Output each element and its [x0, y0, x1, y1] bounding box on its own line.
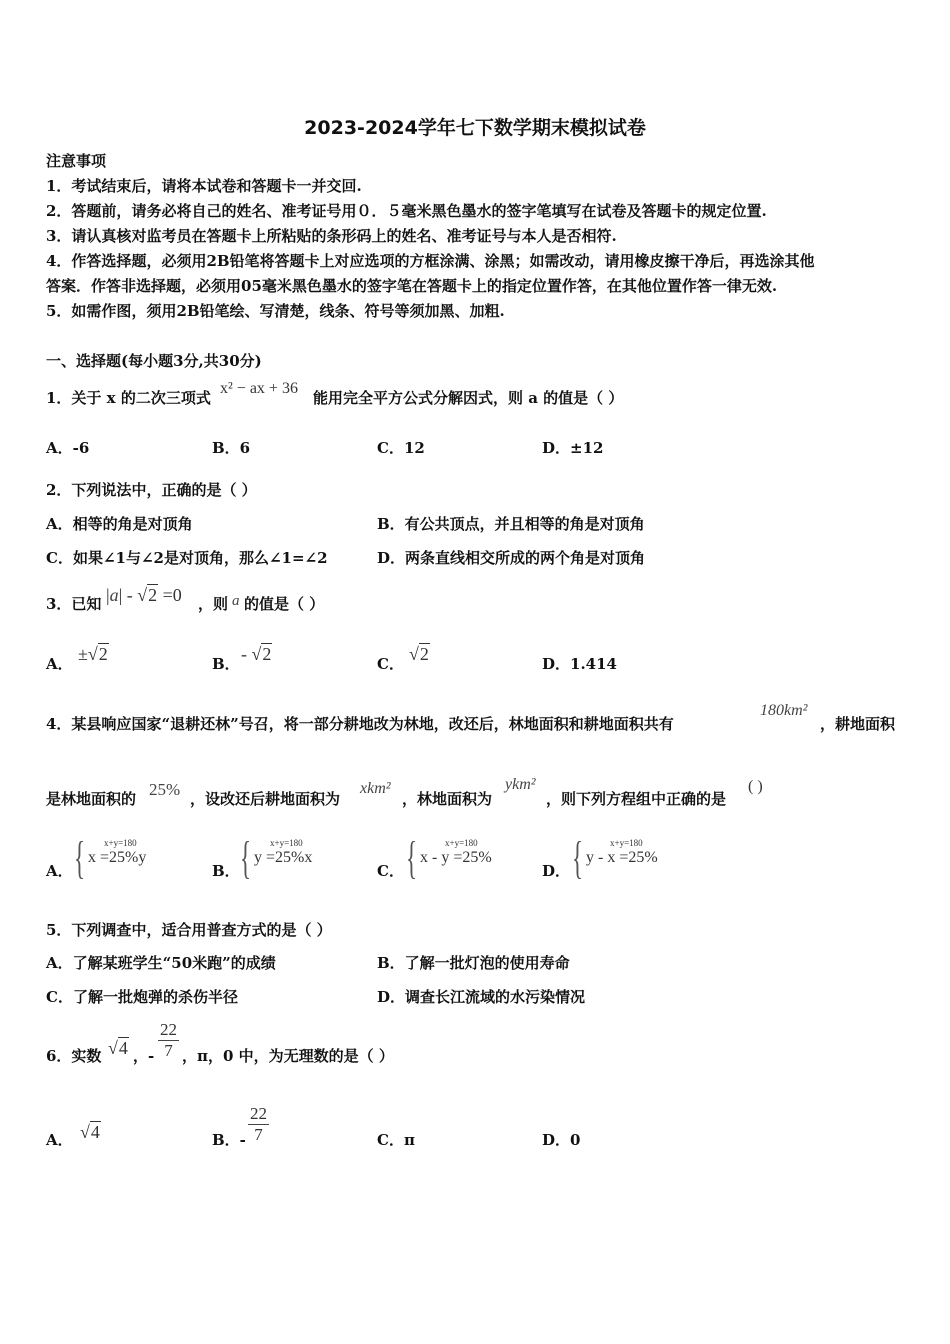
q3-sqrt: √2: [137, 585, 158, 605]
q3-stem-mid: ，则: [198, 595, 229, 613]
q4-line2-pre: 是林地面积的: [46, 790, 137, 808]
q3-stem-pre: 3．已知: [46, 595, 102, 613]
brace-icon: {: [406, 832, 418, 883]
q5-option-c: C．了解一批炮弹的杀伤半径: [46, 988, 238, 1006]
q2-stem: 2．下列说法中，正确的是（ ）: [46, 481, 257, 499]
q6-sqrt4: √4: [108, 1038, 128, 1058]
q2-option-c: C．如果∠1与∠2是对顶角，那么∠1=∠2: [46, 549, 328, 567]
notice-item: 答案．作答非选择题，必须用05毫米黑色墨水的签字笔在答题卡上的指定位置作答，在其他位置作答一律无效.: [46, 277, 778, 295]
q4-option-a-eq2: x =25%y: [88, 849, 147, 866]
q4-percent: 25%: [149, 780, 181, 799]
q4-answer-paren: ( ): [748, 778, 763, 795]
q6-option-c: C．π: [377, 1131, 415, 1149]
q4-line2-mid1: ，设改还后耕地面积为: [190, 790, 341, 808]
q1-stem-post: 能用完全平方公式分解因式，则 a 的值是（ ）: [313, 389, 624, 407]
section-heading: 一、选择题(每小题3分,共30分): [46, 352, 262, 370]
q5-option-b: B．了解一批灯泡的使用寿命: [377, 954, 570, 972]
notice-item: 1．考试结束后，请将本试卷和答题卡一并交回.: [46, 177, 362, 195]
q3-eq: =0: [162, 585, 182, 605]
q4-option-b: B．: [212, 862, 240, 880]
q3-minus: -: [126, 585, 133, 605]
q1-option-c: C．12: [377, 439, 425, 457]
q1-option-a: A．-6: [46, 439, 90, 457]
q4-y-area: ykm²: [505, 776, 536, 793]
q3-option-a-value: ±√2: [78, 644, 108, 664]
q1-stem-pre: 1．关于 x 的二次三项式: [46, 389, 211, 407]
notice-heading: 注意事项: [46, 152, 107, 170]
notice-item: 4．作答选择题，必须用2B铅笔将答题卡上对应选项的方框涂满、涂黑；如需改动，请用橡皮擦干净后，再选涂其他: [46, 252, 815, 270]
q6-option-a-value: √4: [80, 1122, 100, 1142]
q2-option-a: A．相等的角是对顶角: [46, 515, 193, 533]
q4-option-c-eq2: x - y =25%: [420, 849, 492, 866]
q3-abs-var: a: [109, 585, 119, 605]
q6-stem-pre: 6．实数: [46, 1047, 102, 1065]
q4-line1: 4．某县响应国家“退耕还林”号召，将一部分耕地改为林地，改还后，林地面积和耕地面积共有: [46, 715, 674, 733]
q3-option-a: A．: [46, 655, 73, 673]
q4-option-b-eq1: x+y=180: [270, 838, 303, 848]
q4-line2-post: ，则下列方程组中正确的是: [546, 790, 727, 808]
q4-option-a: A．: [46, 862, 73, 880]
q4-option-d: D．: [542, 862, 571, 880]
q5-option-a: A．了解某班学生“50米跑”的成绩: [46, 954, 276, 972]
q1-option-d: D．±12: [542, 439, 604, 457]
q3-var: a: [232, 593, 240, 609]
q2-option-b: B．有公共顶点，并且相等的角是对顶角: [377, 515, 645, 533]
q3-option-c: C．: [377, 655, 404, 673]
q4-option-c-eq1: x+y=180: [445, 838, 478, 848]
q3-stem-post: 的值是（ ）: [244, 595, 325, 613]
q4-line1-end: ，耕地面积: [820, 715, 896, 733]
q1-formula: x² − ax + 36: [220, 380, 298, 397]
brace-icon: {: [240, 832, 252, 883]
q3-option-d: D．1.414: [542, 655, 617, 673]
q6-option-b-fraction: $\frac{22}{7}$: [250, 1104, 267, 1144]
q4-option-a-eq1: x+y=180: [104, 838, 137, 848]
notice-item: 3．请认真核对监考员在答题卡上所粘贴的条形码上的姓名、准考证号与本人是否相符.: [46, 227, 617, 245]
q3-equation: |a| - √2 =0: [106, 585, 182, 605]
q6-option-a: A．: [46, 1131, 73, 1149]
q4-option-d-eq1: x+y=180: [610, 838, 643, 848]
q6-comma: ，-: [133, 1047, 155, 1065]
brace-icon: {: [572, 832, 584, 883]
q4-option-b-eq2: y =25%x: [254, 849, 313, 866]
q4-total-area: 180km²: [760, 702, 808, 719]
q4-option-d-eq2: y - x =25%: [586, 849, 658, 866]
q1-option-b: B．6: [212, 439, 251, 457]
q6-fraction: $\frac{22}{7}$: [160, 1020, 177, 1060]
q4-option-c: C．: [377, 862, 404, 880]
q3-option-b: B．: [212, 655, 240, 673]
page-title: 2023-2024学年七下数学期末模拟试卷: [304, 117, 646, 139]
q6-stem-post: ，π，0 中，为无理数的是（ ）: [182, 1047, 394, 1065]
q6-option-b: B．-: [212, 1131, 246, 1149]
q4-line2-mid2: ，林地面积为: [402, 790, 493, 808]
q5-stem: 5．下列调查中，适合用普查方式的是（ ）: [46, 921, 332, 939]
brace-icon: {: [74, 832, 86, 883]
q3-option-b-value: - √2: [241, 644, 272, 664]
notice-item: 5．如需作图，须用2B铅笔绘、写清楚，线条、符号等须加黑、加粗.: [46, 302, 505, 320]
notice-item: 2．答题前，请务必将自己的姓名、准考证号用０．５毫米黑色墨水的签字笔填写在试卷及答题卡的规定位置.: [46, 202, 767, 220]
q5-option-d: D．调查长江流域的水污染情况: [377, 988, 586, 1006]
q2-option-d: D．两条直线相交所成的两个角是对顶角: [377, 549, 646, 567]
q3-option-c-value: √2: [409, 644, 429, 664]
q4-x-area: xkm²: [360, 780, 391, 797]
q6-option-d: D．0: [542, 1131, 581, 1149]
